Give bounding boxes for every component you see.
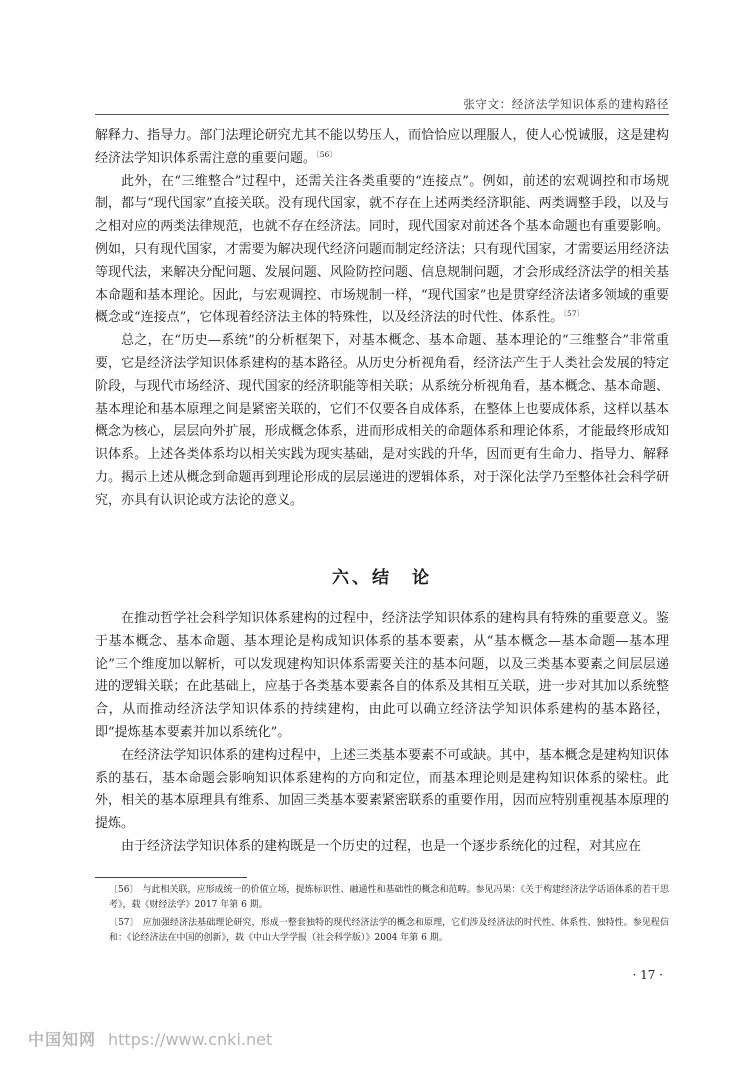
header-rule <box>95 114 669 115</box>
paragraph: 在推动哲学社会科学知识体系建构的过程中，经济法学知识体系的建构具有特殊的重要意义。鉴于基本概念、基本命题、基本理论是构成知识体系的基本要素，从“基本概念—基本命题—基本理论”三个维度加以解析，可以发现建构知识体系需要关注的基本问题，以及三类基本要素之间层层递进的逻辑关联；在此基础上，应基于各类基本要素各自的体系及其相互关联，进一步对其加以系统整合，从而推动经济法学知识体系的持续建构，由此可以确立经济法学知识体系建构的基本路径，即“提炼基本要素并加以系统化”。 <box>95 611 669 740</box>
footnote-text: 与此相关联，应形成统一的价值立场，提炼标识性、融通性和基础性的概念和范畴。参见冯果：《关于构建经济法学话语体系的若干思考》，载《财经法学》2017 年第 6 期。 <box>109 885 670 910</box>
footnote-rule <box>95 877 247 878</box>
footnote-item <box>95 916 669 946</box>
watermark-url[interactable]: https://www.cnki.net <box>108 1030 273 1049</box>
paragraph: 解释力、指导力。部门法理论研究尤其不能以势压人，而恰恰应以理服人，使人心悦诚服，这是建构经济法学知识体系需注意的重要问题。$^{〔56〕}$ <box>95 128 669 166</box>
footnote-text: 应加强经济法基础理论研究，形成一整套独特的现代经济法学的概念和原理，它们涉及经济法的时代性、体系性、独特性。参见程信和：《论经济法在中国的创新》，载《中山大学学报（社会科学版）》2004 年第 6 期。 <box>109 918 669 943</box>
section-heading: 六、结 论 <box>332 568 432 588</box>
body-top <box>95 125 669 513</box>
cnki-watermark <box>28 1027 272 1050</box>
watermark-name: 中国知网 <box>28 1030 97 1049</box>
footnote-mark: 〔56〕 <box>109 885 139 895</box>
paragraph: 在经济法学知识体系的建构过程中，上述三类基本要素不可或缺。其中，基本概念是建构知识体系的基石，基本命题会影响知识体系建构的方向和定位，而基本理论则是建构知识体系的梁柱。此外，相关的基本原理具有维系、加固三类基本要素紧密联系的重要作用，因而应特别重视基本原理的提炼。 <box>95 747 669 832</box>
running-header: 张守文：经济法学知识体系的建构路径 <box>463 97 669 111</box>
footnote-item <box>95 883 669 913</box>
paragraph: 由于经济法学知识体系的建构既是一个历史的过程，也是一个逐步系统化的过程，对其应在 <box>121 838 642 854</box>
footnotes <box>95 883 669 949</box>
paragraph: 总之，在“历史—系统”的分析框架下，对基本概念、基本命题、基本理论的“三维整合”非常重要，它是经济法学知识体系建构的基本路径。从历史分析视角看，经济法产生于人类社会发展的特定阶段，与现代市场经济、现代国家的经济职能等相关联；从系统分析视角看，基本概念、基本命题、基本理论和基本原理之间是紧密关联的，它们不仅要各自成体系，在整体上也要成体系，这样以基本概念为核心，层层向外扩展，形成概念体系，进而形成相关的命题体系和理论体系，才能最终形成知识体系。上述各类体系均以相关实践为现实基础，是对实践的升华，因而更有生命力、指导力、解释力。揭示上述从概念到命题再到理论形成的层层递进的逻辑体系，对于深化法学乃至整体社会科学研究，亦具有认识论或方法论的意义。 <box>95 333 669 508</box>
footnote-mark: 〔57〕 <box>109 918 139 928</box>
page-number: · 17 · <box>632 968 663 982</box>
footnote-ref[interactable]: 〔57〕 <box>563 309 585 319</box>
paragraph: 此外，在“三维整合”过程中，还需关注各类重要的“连接点”。例如，前述的宏观调控和市场规制，都与“现代国家”直接关联。没有现代国家，就不存在上述两类经济职能、两类调整手段，以及与之相对应的两类法律规范，也就不存在经济法。同时，现代国家对前述各个基本命题也有重要影响。例如，只有现代国家，才需要为解决现代经济问题而制定经济法；只有现代国家，才需要运用经济法等现代法，来解决分配问题、发展问题、风险防控问题、信息规制问题，才会形成经济法学的相关基本命题和基本理论。因此，与宏观调控、市场规制一样，“现代国家”也是贯穿经济法诸多领域的重要概念或“连接点”，它体现着经济法主体的特殊性，以及经济法的时代性、体系性。$^{〔57〕}$ <box>95 173 669 326</box>
footnote-ref[interactable]: 〔56〕 <box>316 149 337 159</box>
body-bottom <box>95 608 669 859</box>
